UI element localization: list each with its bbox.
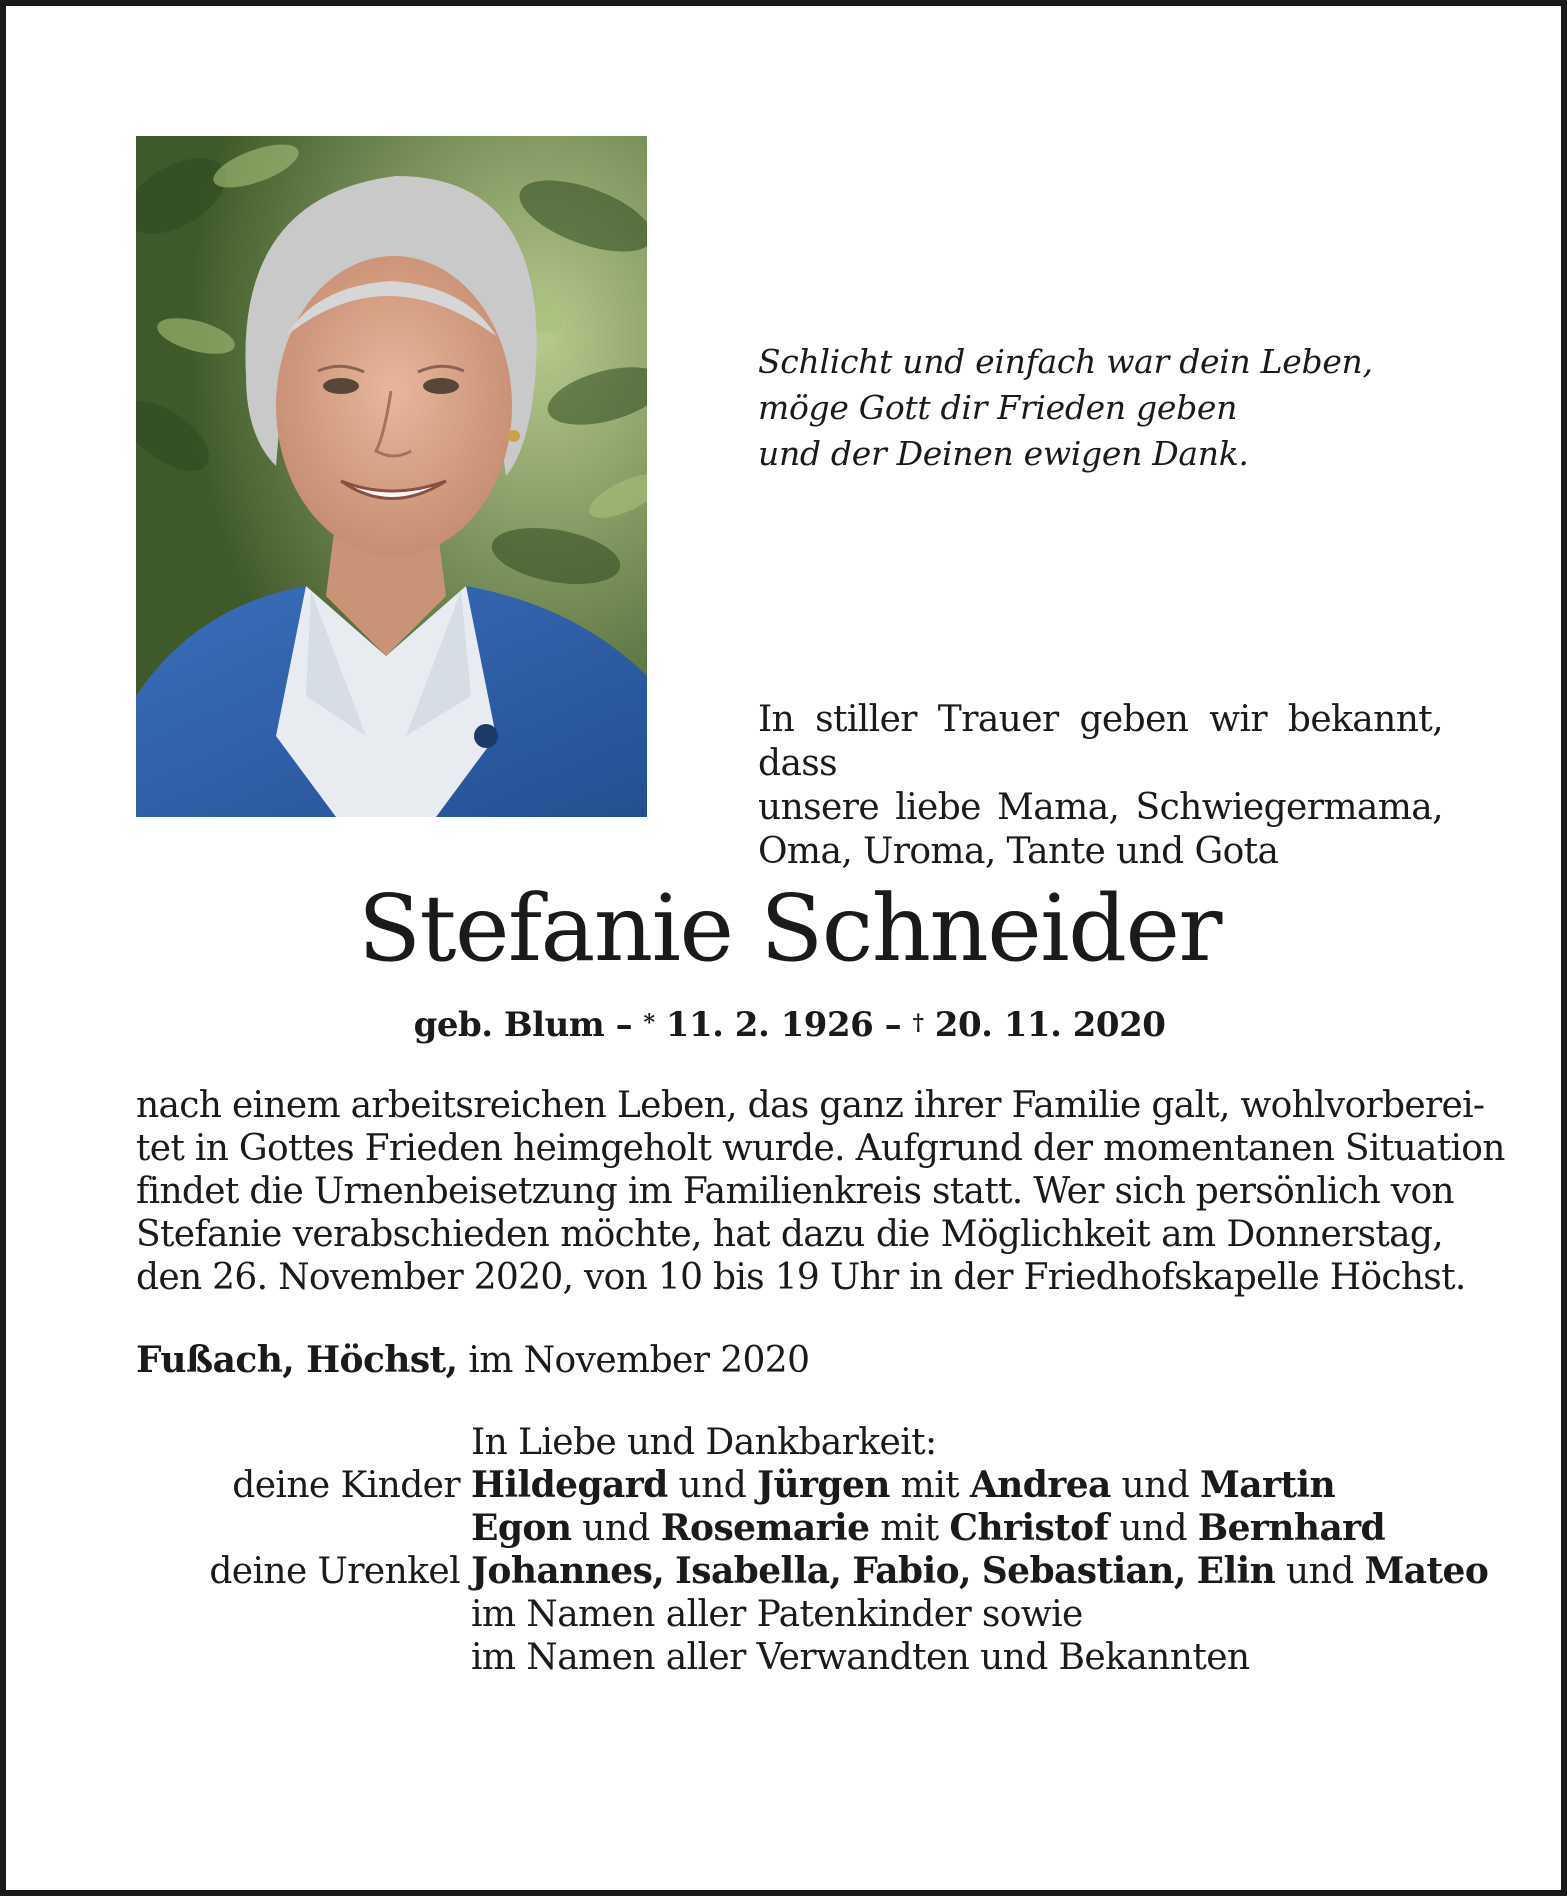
greatgrandchild-name: Mateo [1364, 1550, 1489, 1592]
child-name: Egon [471, 1507, 572, 1549]
maiden-name: geb. Blum – [413, 1005, 644, 1045]
verse-line: möge Gott dir Frieden geben [758, 388, 1238, 427]
connector: und [667, 1465, 757, 1506]
place-and-date [136, 1338, 809, 1383]
obituary-body [136, 1084, 1505, 1299]
announcement [758, 698, 1443, 874]
children-label: deine Kinder [232, 1465, 460, 1506]
greatgrandchild-name: Johannes, [471, 1550, 665, 1592]
verse-line: und der Deinen ewigen Dank. [758, 434, 1249, 473]
greatgrandchildren-row [6, 1550, 1567, 1593]
godchildren-line: im Namen aller Patenkinder sowie [471, 1594, 1083, 1635]
connector: und [1110, 1465, 1201, 1506]
verse-line: Schlicht und einfach war dein Leben, [758, 342, 1373, 381]
place-date: im November 2020 [457, 1340, 810, 1381]
grandchild-name: Bernhard [1197, 1507, 1386, 1549]
children-names-1 [471, 1464, 1335, 1507]
greatgrandchild-name: Isabella, [675, 1550, 842, 1592]
greatgrand-label: deine Urenkel [209, 1551, 460, 1592]
death-date: 20. 11. 2020 [923, 1005, 1166, 1045]
life-dates [6, 1002, 1567, 1048]
body-line: Stefanie verabschieden möchte, hat dazu die Möglichkeit am Donnerstag, [136, 1214, 1443, 1255]
announcement-line: unsere liebe Mama, Schwiegermama, [758, 787, 1443, 828]
child-name: Rosemarie [660, 1507, 870, 1549]
connector: und [571, 1508, 661, 1549]
relatives-line: im Namen aller Verwandten und Bekannten [471, 1637, 1250, 1678]
greatgrandchild-name: Elin [1196, 1550, 1276, 1592]
body-line: findet die Urnenbeisetzung im Familienkreis statt. Wer sich persönlich von [136, 1171, 1454, 1212]
birth-symbol: * [643, 1010, 655, 1036]
connector: und [1108, 1508, 1198, 1549]
greatgrand-names [471, 1550, 1488, 1593]
announcement-line: In stiller Trauer geben wir bekannt, dass [758, 699, 1443, 784]
body-line: tet in Gottes Frieden heimgeholt wurde. Aufgrund der momentanen Situation [136, 1128, 1505, 1169]
portrait-photo [136, 136, 647, 817]
death-symbol: † [912, 1010, 924, 1036]
greatgrandchild-name: Sebastian, [981, 1550, 1186, 1592]
child-name: Jürgen [757, 1464, 890, 1506]
birth-date: 11. 2. 1926 – [654, 1005, 913, 1045]
godchildren-row [6, 1593, 1567, 1636]
relatives-row [6, 1636, 1567, 1679]
greatgrandchild-name: Fabio, [852, 1550, 971, 1592]
verse-quote [758, 339, 1478, 477]
grandchild-name: Martin [1200, 1464, 1336, 1506]
child-name: Hildegard [471, 1464, 668, 1506]
children-row-1 [6, 1464, 1567, 1507]
signoff [6, 1421, 1567, 1679]
deceased-name: Stefanie Schneider [358, 875, 1221, 982]
grandchild-name: Andrea [969, 1464, 1111, 1506]
place-towns: Fußach, Höchst, [136, 1339, 458, 1381]
connector: und [1275, 1551, 1365, 1592]
announcement-line: Oma, Uroma, Tante und Gota [758, 831, 1279, 872]
body-line: den 26. November 2020, von 10 bis 19 Uhr in der Friedhofskapelle Höchst. [136, 1257, 1466, 1298]
portrait-illustration [136, 136, 647, 817]
connector: mit [869, 1508, 950, 1549]
grandchild-name: Christof [949, 1507, 1109, 1549]
body-line: nach einem arbeitsreichen Leben, das ganz ihrer Familie galt, wohlvorberei- [136, 1085, 1485, 1126]
connector: mit [889, 1465, 970, 1506]
signoff-intro: In Liebe und Dankbarkeit: [471, 1422, 937, 1463]
children-row-2 [6, 1507, 1567, 1550]
signoff-intro-row [6, 1421, 1567, 1464]
children-names-2 [471, 1507, 1385, 1550]
